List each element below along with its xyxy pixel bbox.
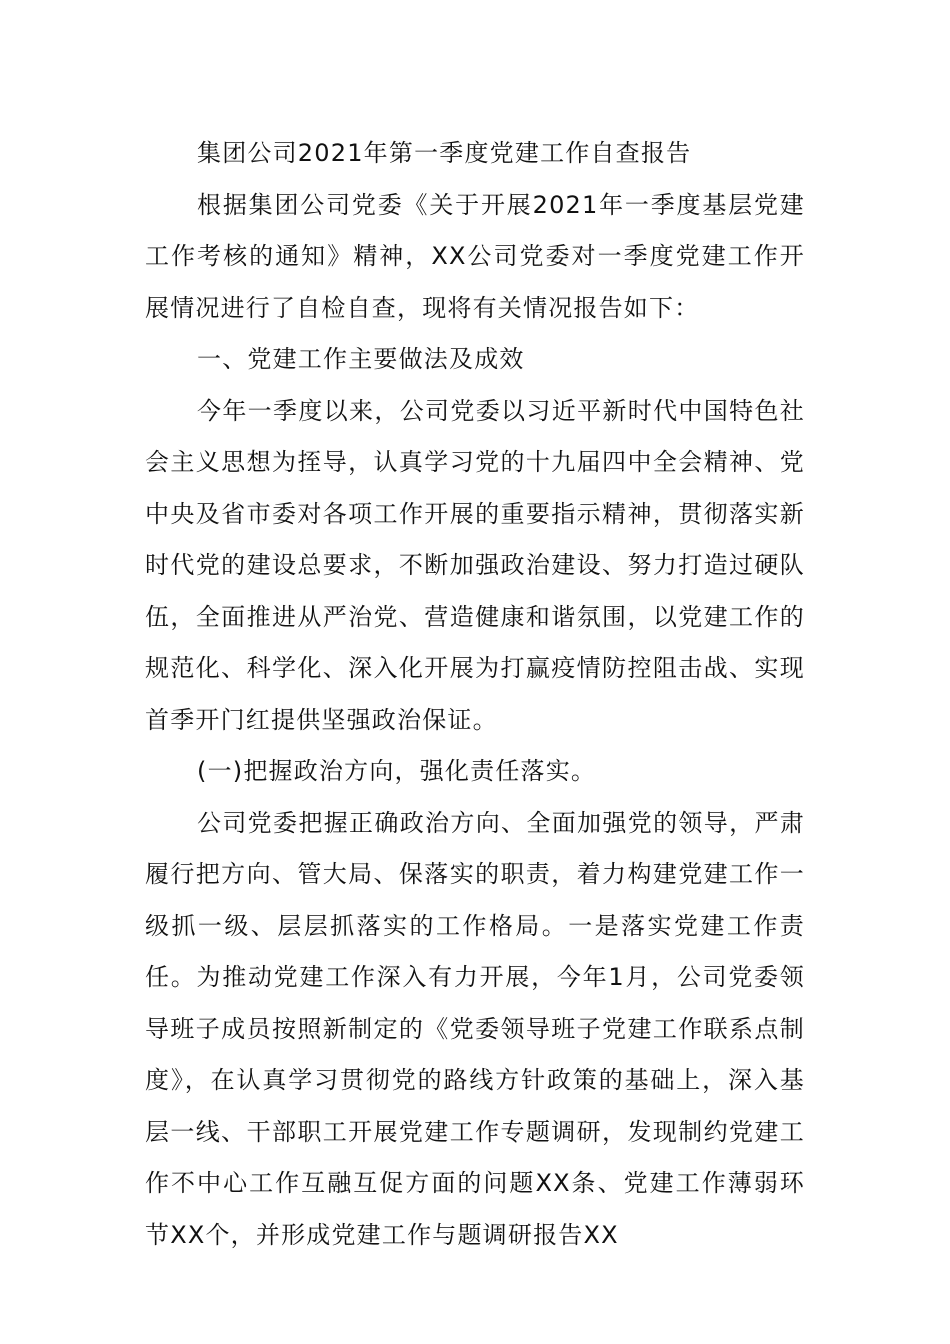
subsection-heading-1: (一)把握政治方向，强化责任落实。 — [197, 757, 597, 785]
section-heading-1: 一、党建工作主要做法及成效 — [197, 345, 525, 373]
document-body — [145, 128, 805, 1261]
paragraph-responsibility: 公司党委把握正确政治方向、全面加强党的领导，严肃履行把方向、管大局、保落实的职责，着力构建党建工作一级抓一级、层层抓落实的工作格局。一是落实党建工作责任。为推动党建工作深入有力开展，今年1月，公司党委领导班子成员按照新制定的《党委领导班子党建工作联系点制度》，在认真学习贯彻党的路线方针政策的基础上，深入基层一线、干部职工开展党建工作专题调研，发现制约党建工作不中心工作互融互促方面的问题XX条、党建工作薄弱环节XX个，并形成党建工作与题调研报告XX — [145, 808, 805, 1249]
paragraph-intro: 根据集团公司党委《关于开展2021年一季度基层党建工作考核的通知》精神，XX公司党委对一季度党建工作开展情况进行了自检自查，现将有关情况报告如下： — [145, 190, 805, 322]
paragraph-overview: 今年一季度以来，公司党委以习近平新时代中国特色社会主义思想为挃导，认真学习党的十九届四中全会精神、党中央及省市委对各项工作开展的重要指示精神，贯彻落实新时代党的建设总要求，不断加强政治建设、努力打造过硬队伍，全面推进从严治党、营造健康和谐氛围，以党建工作的规范化、科学化、深入化开展为打赢疫情防控阻击战、实现首季开门红提供坚强政治保证。 — [145, 396, 805, 734]
document-title: 集团公司2021年第一季度党建工作自查报告 — [197, 139, 692, 167]
